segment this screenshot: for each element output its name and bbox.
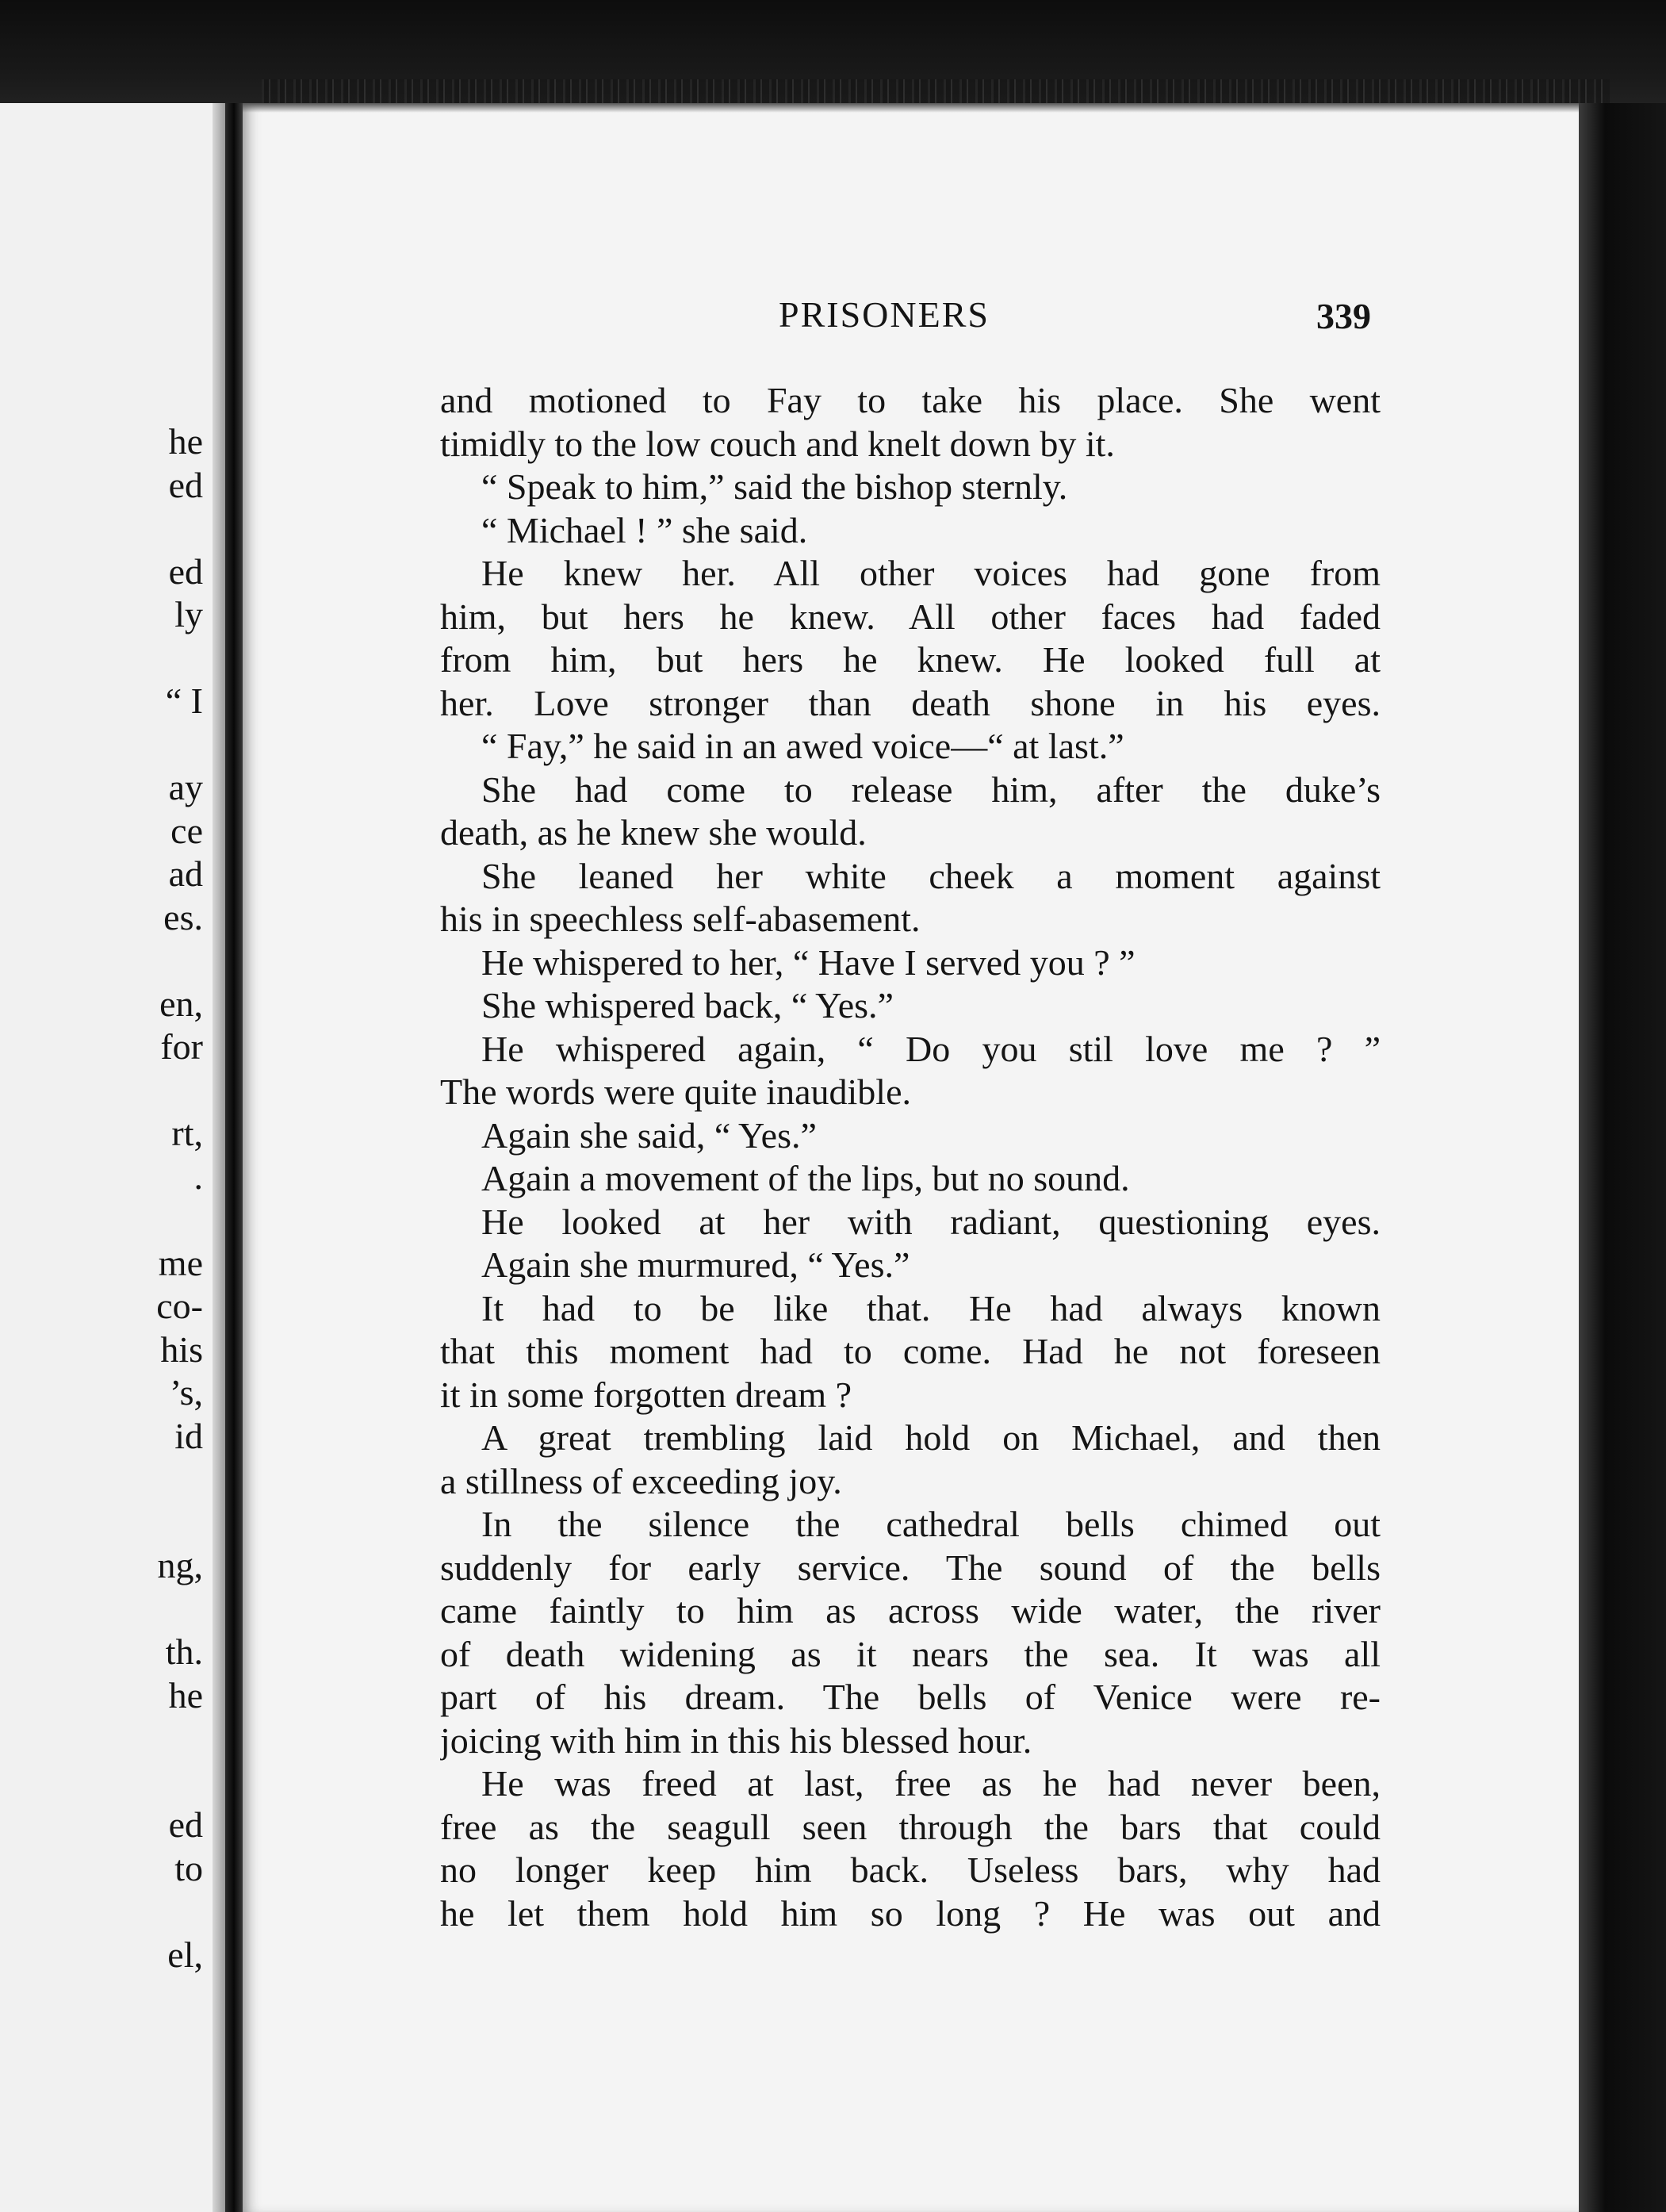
facing-page-fragment: ly — [174, 594, 203, 634]
text-line: him, but hers he knew. All other faces had faded — [440, 596, 1381, 637]
facing-page-fragment: ad — [168, 853, 203, 894]
book-page — [243, 103, 1579, 2212]
facing-page — [0, 103, 225, 2212]
facing-page-fragment: ed — [168, 550, 203, 592]
facing-page-fragment: id — [174, 1415, 203, 1456]
facing-page-fragment: el, — [167, 1934, 203, 1975]
text-line: It had to be like that. He had always known — [481, 1287, 1381, 1328]
facing-page-fragment: en, — [159, 983, 203, 1024]
text-line: he let them hold him so long ? He was out and — [440, 1892, 1381, 1934]
text-line: no longer keep him back. Useless bars, why had — [440, 1850, 1381, 1890]
text-line: Again she murmured, “ Yes.” — [481, 1244, 910, 1285]
text-line: “ Speak to him,” said the bishop sternly. — [481, 466, 1068, 507]
body-text — [440, 379, 1381, 1935]
text-line: He looked at her with radiant, questioning eyes. — [481, 1201, 1381, 1242]
facing-page-fragment: his — [160, 1328, 203, 1370]
page-top-shadow — [243, 103, 1579, 113]
text-line: In the silence the cathedral bells chimed out — [481, 1504, 1381, 1544]
facing-page-fragment: ed — [168, 464, 203, 505]
facing-page-fragment: ce — [170, 810, 203, 851]
text-line: “ Fay,” he said in an awed voice—“ at last.” — [481, 726, 1124, 766]
text-line: He knew her. All other voices had gone from — [481, 553, 1381, 593]
text-line: She leaned her white cheek a moment against — [481, 855, 1381, 896]
facing-page-fragment: he — [168, 1674, 203, 1716]
text-line: He whispered again, “ Do you stil love me ? ” — [481, 1028, 1381, 1069]
running-title: PRISONERS — [779, 294, 990, 335]
text-line: Again she said, “ Yes.” — [481, 1114, 817, 1156]
text-line: The words were quite inaudible. — [440, 1071, 911, 1112]
text-line: came faintly to him as across wide water, the river — [440, 1590, 1381, 1631]
facing-page-fragment: for — [160, 1026, 203, 1067]
facing-page-fragment: th. — [165, 1631, 203, 1672]
scan-right-edge — [1579, 103, 1666, 2212]
text-line: a stillness of exceeding joy. — [440, 1460, 842, 1501]
facing-page-fragment: ’s, — [169, 1372, 203, 1413]
text-line: “ Michael ! ” she said. — [481, 509, 808, 550]
facing-page-fragment: ed — [168, 1804, 203, 1845]
page-number: 339 — [1316, 296, 1371, 336]
text-line: his in speechless self-abasement. — [440, 899, 921, 939]
facing-page-fragment: to — [174, 1847, 203, 1888]
text-line: of death widening as it nears the sea. It was all — [440, 1633, 1381, 1674]
facing-page-fragment: co- — [156, 1286, 203, 1326]
facing-page-fragment: rt, — [171, 1113, 203, 1153]
text-line: part of his dream. The bells of Venice were re- — [440, 1677, 1381, 1717]
facing-page-gutter — [213, 103, 225, 2212]
text-line: death, as he knew she would. — [440, 812, 867, 853]
text-line: She had come to release him, after the duke’s — [481, 769, 1381, 810]
facing-page-fragment: he — [168, 421, 203, 462]
running-head — [243, 293, 1579, 349]
text-line: Again a movement of the lips, but no sound. — [481, 1158, 1130, 1198]
text-line: joicing with him in this his blessed hour. — [440, 1719, 1032, 1761]
text-line: suddenly for early service. The sound of the bells — [440, 1547, 1381, 1588]
text-line: her. Love stronger than death shone in his eyes. — [440, 682, 1381, 723]
facing-page-fragment: ng, — [157, 1545, 203, 1585]
text-line: He was freed at last, free as he had never been, — [481, 1763, 1381, 1804]
facing-page-fragment: es. — [163, 896, 203, 937]
facing-page-fragment: ay — [168, 767, 203, 807]
text-line: She whispered back, “ Yes.” — [481, 985, 894, 1025]
text-line: He whispered to her, “ Have I served you ? ” — [481, 941, 1136, 983]
text-line: from him, but hers he knew. He looked full at — [440, 639, 1381, 680]
text-line: that this moment had to come. Had he not foreseen — [440, 1331, 1381, 1371]
facing-page-fragment: . — [193, 1156, 203, 1197]
book-spine — [225, 103, 243, 2212]
text-line: A great trembling laid hold on Michael, and then — [481, 1417, 1381, 1458]
scan-noise — [262, 79, 1610, 103]
text-line: it in some forgotten dream ? — [440, 1374, 852, 1415]
facing-page-fragment: me — [158, 1242, 203, 1283]
text-line: timidly to the low couch and knelt down by it. — [440, 423, 1115, 464]
text-line: and motioned to Fay to take his place. She went — [440, 380, 1381, 420]
facing-page-fragment: “ I — [165, 680, 203, 721]
text-line: free as the seagull seen through the bars that could — [440, 1806, 1381, 1847]
